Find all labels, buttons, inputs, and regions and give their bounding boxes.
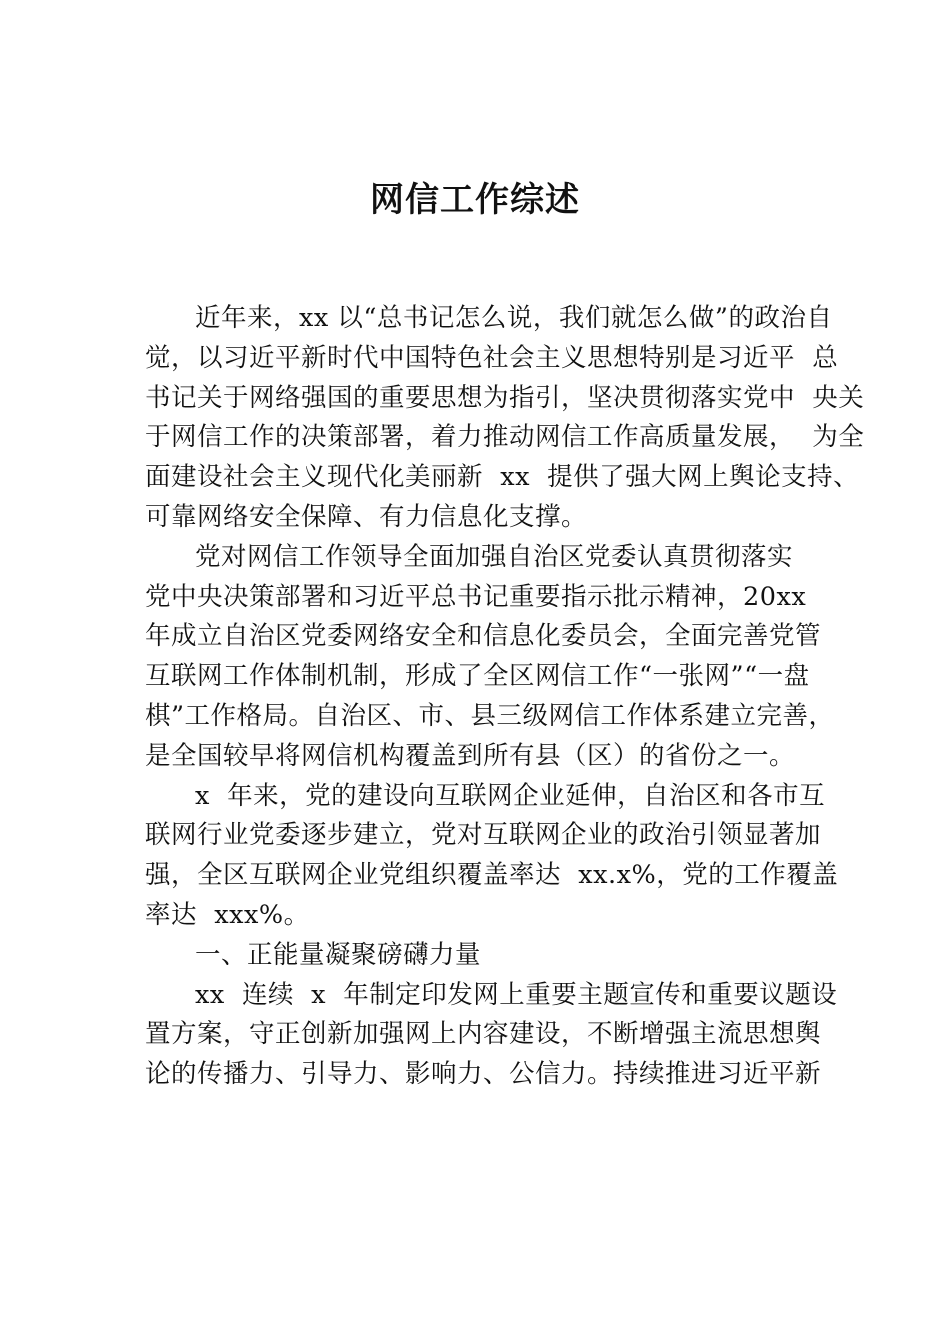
text-line: 率达 xxx%。: [145, 899, 310, 930]
text-line: x 年来，党的建设向互联网企业延伸，自治区和各市互: [195, 780, 826, 811]
paragraph-positive-energy: [145, 976, 845, 1095]
text-line: 面建设社会主义现代化美丽新 xx 提供了强大网上舆论支持、: [145, 462, 860, 493]
text-line: 可靠网络安全保障、有力信息化支撑。: [145, 501, 588, 532]
paragraph-party-building: [145, 777, 845, 936]
text-line: 棋”工作格局。自治区、市、县三级网信工作体系建立完善，: [145, 700, 835, 731]
document-title: 网信工作综述: [370, 180, 580, 220]
text-line: 党对网信工作领导全面加强自治区党委认真贯彻落实: [195, 541, 794, 572]
section-heading: 一、正能量凝聚磅礴力量: [195, 939, 482, 970]
text-line: 联网行业党委逐步建立，党对互联网企业的政治引领显著加: [145, 820, 822, 851]
paragraph-intro: [145, 299, 865, 538]
text-line: 于网信工作的决策部署，着力推动网信工作高质量发展， 为全: [145, 422, 865, 453]
text-line: 近年来，xx 以“总书记怎么说，我们就怎么做”的政治自: [195, 303, 833, 333]
text-line: 置方案，守正创新加强网上内容建设，不断增强主流思想舆: [145, 1019, 822, 1050]
text-line: 强，全区互联网企业党组织覆盖率达 xx.x%，党的工作覆盖: [145, 860, 839, 891]
text-line: 互联网工作体制机制，形成了全区网信工作“一张网”“一盘: [145, 661, 810, 692]
section-heading-1: [145, 936, 845, 976]
text-line: 党中央决策部署和习近平总书记重要指示批示精神，20xx: [145, 581, 807, 612]
text-line: 是全国较早将网信机构覆盖到所有县（区）的省份之一。: [145, 740, 796, 771]
text-line: 书记关于网络强国的重要思想为指引，坚决贯彻落实党中 央关: [145, 382, 865, 413]
text-line: 论的传播力、引导力、影响力、公信力。持续推进习近平新: [145, 1059, 822, 1090]
document-body: [145, 299, 865, 1095]
text-line: xx 连续 x 年制定印发网上重要主题宣传和重要议题设: [195, 979, 838, 1010]
paragraph-party-leadership: [145, 538, 845, 777]
text-line: 年成立自治区党委网络安全和信息化委员会，全面完善党管: [145, 621, 822, 652]
text-line: 觉，以习近平新时代中国特色社会主义思想特别是习近平 总: [145, 342, 839, 373]
